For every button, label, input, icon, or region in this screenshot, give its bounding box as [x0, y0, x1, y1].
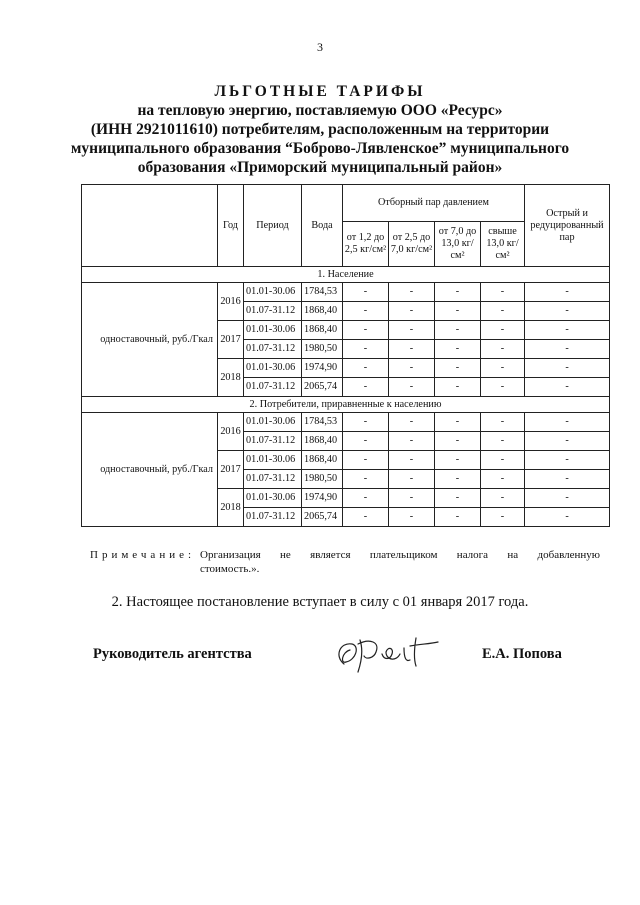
empty-value-dash: -	[343, 451, 389, 470]
period-cell: 01.01-30.06	[244, 451, 302, 470]
empty-value-dash: -	[481, 340, 525, 359]
empty-value-dash: -	[481, 470, 525, 489]
empty-value-dash: -	[435, 283, 481, 302]
empty-value-dash: -	[343, 489, 389, 508]
table-row	[82, 413, 610, 432]
signer-title: Руководитель агентства	[93, 646, 252, 662]
period-cell: 01.01-30.06	[244, 489, 302, 508]
empty-value-dash: -	[481, 508, 525, 527]
empty-value-dash: -	[389, 302, 435, 321]
period-cell: 01.01-30.06	[244, 359, 302, 378]
water-tariff-cell: 1868,40	[302, 302, 343, 321]
water-tariff-cell: 2065,74	[302, 508, 343, 527]
empty-value-dash: -	[389, 340, 435, 359]
year-cell: 2018	[218, 489, 244, 527]
empty-value-dash: -	[525, 302, 610, 321]
header-pressure-1: от 1,2 до 2,5 кг/см²	[343, 222, 389, 267]
period-cell: 01.07-31.12	[244, 378, 302, 397]
header-empty-cell	[82, 185, 218, 267]
empty-value-dash: -	[389, 451, 435, 470]
signer-name: Е.А. Попова	[482, 646, 562, 662]
year-cell: 2017	[218, 321, 244, 359]
empty-value-dash: -	[525, 508, 610, 527]
period-cell: 01.07-31.12	[244, 470, 302, 489]
empty-value-dash: -	[343, 508, 389, 527]
period-cell: 01.01-30.06	[244, 283, 302, 302]
empty-value-dash: -	[435, 378, 481, 397]
document-heading	[40, 82, 600, 177]
water-tariff-cell: 1868,40	[302, 432, 343, 451]
empty-value-dash: -	[481, 451, 525, 470]
section-title: 1. Население	[82, 267, 610, 283]
period-cell: 01.07-31.12	[244, 302, 302, 321]
water-tariff-cell: 2065,74	[302, 378, 343, 397]
empty-value-dash: -	[435, 508, 481, 527]
heading-line-3: муниципального образования “Боброво-Лявленское” муниципального	[70, 140, 570, 157]
header-period: Период	[244, 185, 302, 267]
tariff-table	[81, 184, 610, 527]
empty-value-dash: -	[435, 470, 481, 489]
water-tariff-cell: 1868,40	[302, 321, 343, 340]
empty-value-dash: -	[525, 283, 610, 302]
header-year: Год	[218, 185, 244, 267]
empty-value-dash: -	[435, 340, 481, 359]
header-pressure-4: свыше 13,0 кг/см²	[481, 222, 525, 267]
empty-value-dash: -	[389, 283, 435, 302]
note-text-line-2: стоимость.».	[200, 563, 260, 575]
water-tariff-cell: 1784,53	[302, 413, 343, 432]
empty-value-dash: -	[343, 432, 389, 451]
water-tariff-cell: 1974,90	[302, 489, 343, 508]
empty-value-dash: -	[389, 378, 435, 397]
empty-value-dash: -	[389, 413, 435, 432]
empty-value-dash: -	[525, 432, 610, 451]
page-number: 3	[317, 40, 323, 54]
year-cell: 2017	[218, 451, 244, 489]
empty-value-dash: -	[525, 321, 610, 340]
empty-value-dash: -	[389, 432, 435, 451]
period-cell: 01.07-31.12	[244, 432, 302, 451]
empty-value-dash: -	[435, 321, 481, 340]
tariff-type-label: одноставочный, руб./Гкал	[82, 283, 218, 397]
empty-value-dash: -	[389, 489, 435, 508]
empty-value-dash: -	[481, 413, 525, 432]
water-tariff-cell: 1868,40	[302, 451, 343, 470]
empty-value-dash: -	[525, 340, 610, 359]
water-tariff-cell: 1974,90	[302, 359, 343, 378]
heading-title: ЛЬГОТНЫЕ ТАРИФЫ	[214, 83, 426, 100]
period-cell: 01.07-31.12	[244, 340, 302, 359]
empty-value-dash: -	[525, 470, 610, 489]
empty-value-dash: -	[481, 489, 525, 508]
empty-value-dash: -	[435, 359, 481, 378]
year-cell: 2018	[218, 359, 244, 397]
empty-value-dash: -	[435, 451, 481, 470]
empty-value-dash: -	[525, 378, 610, 397]
empty-value-dash: -	[525, 359, 610, 378]
heading-line-4: образования «Приморский муниципальный район»	[137, 159, 503, 176]
note-text-line-1: Организация не является плательщиком налога на добавленную	[200, 549, 600, 561]
period-cell: 01.01-30.06	[244, 413, 302, 432]
empty-value-dash: -	[525, 451, 610, 470]
header-pressure-2: от 2,5 до 7,0 кг/см²	[389, 222, 435, 267]
empty-value-dash: -	[435, 302, 481, 321]
empty-value-dash: -	[343, 302, 389, 321]
empty-value-dash: -	[389, 321, 435, 340]
empty-value-dash: -	[343, 283, 389, 302]
empty-value-dash: -	[481, 321, 525, 340]
empty-value-dash: -	[343, 321, 389, 340]
empty-value-dash: -	[525, 413, 610, 432]
empty-value-dash: -	[525, 489, 610, 508]
heading-line-1: на тепловую энергию, поставляемую ООО «Ресурс»	[137, 102, 503, 119]
header-sharp-steam: Острый и редуцированный пар	[525, 185, 610, 267]
year-cell: 2016	[218, 413, 244, 451]
clause-effective-date: 2. Настоящее постановление вступает в силу с 01 января 2017 года.	[111, 594, 529, 610]
empty-value-dash: -	[389, 508, 435, 527]
header-steam-group: Отборный пар давлением	[343, 185, 525, 222]
handwritten-signature	[330, 630, 450, 678]
header-pressure-3: от 7,0 до 13,0 кг/см²	[435, 222, 481, 267]
empty-value-dash: -	[343, 340, 389, 359]
empty-value-dash: -	[389, 359, 435, 378]
tariff-type-label: одноставочный, руб./Гкал	[82, 413, 218, 527]
note-label: Примечание:	[90, 549, 196, 561]
empty-value-dash: -	[435, 489, 481, 508]
empty-value-dash: -	[435, 413, 481, 432]
water-tariff-cell: 1980,50	[302, 470, 343, 489]
header-water: Вода	[302, 185, 343, 267]
empty-value-dash: -	[343, 470, 389, 489]
period-cell: 01.01-30.06	[244, 321, 302, 340]
water-tariff-cell: 1980,50	[302, 340, 343, 359]
water-tariff-cell: 1784,53	[302, 283, 343, 302]
table-row	[82, 283, 610, 302]
heading-line-2: (ИНН 2921011610) потребителям, расположенным на территории	[90, 121, 550, 138]
empty-value-dash: -	[481, 378, 525, 397]
empty-value-dash: -	[435, 432, 481, 451]
section-title: 2. Потребители, приравненные к населению	[82, 397, 610, 413]
empty-value-dash: -	[481, 283, 525, 302]
period-cell: 01.07-31.12	[244, 508, 302, 527]
empty-value-dash: -	[389, 470, 435, 489]
empty-value-dash: -	[343, 413, 389, 432]
empty-value-dash: -	[481, 359, 525, 378]
empty-value-dash: -	[343, 359, 389, 378]
year-cell: 2016	[218, 283, 244, 321]
empty-value-dash: -	[343, 378, 389, 397]
empty-value-dash: -	[481, 432, 525, 451]
empty-value-dash: -	[481, 302, 525, 321]
